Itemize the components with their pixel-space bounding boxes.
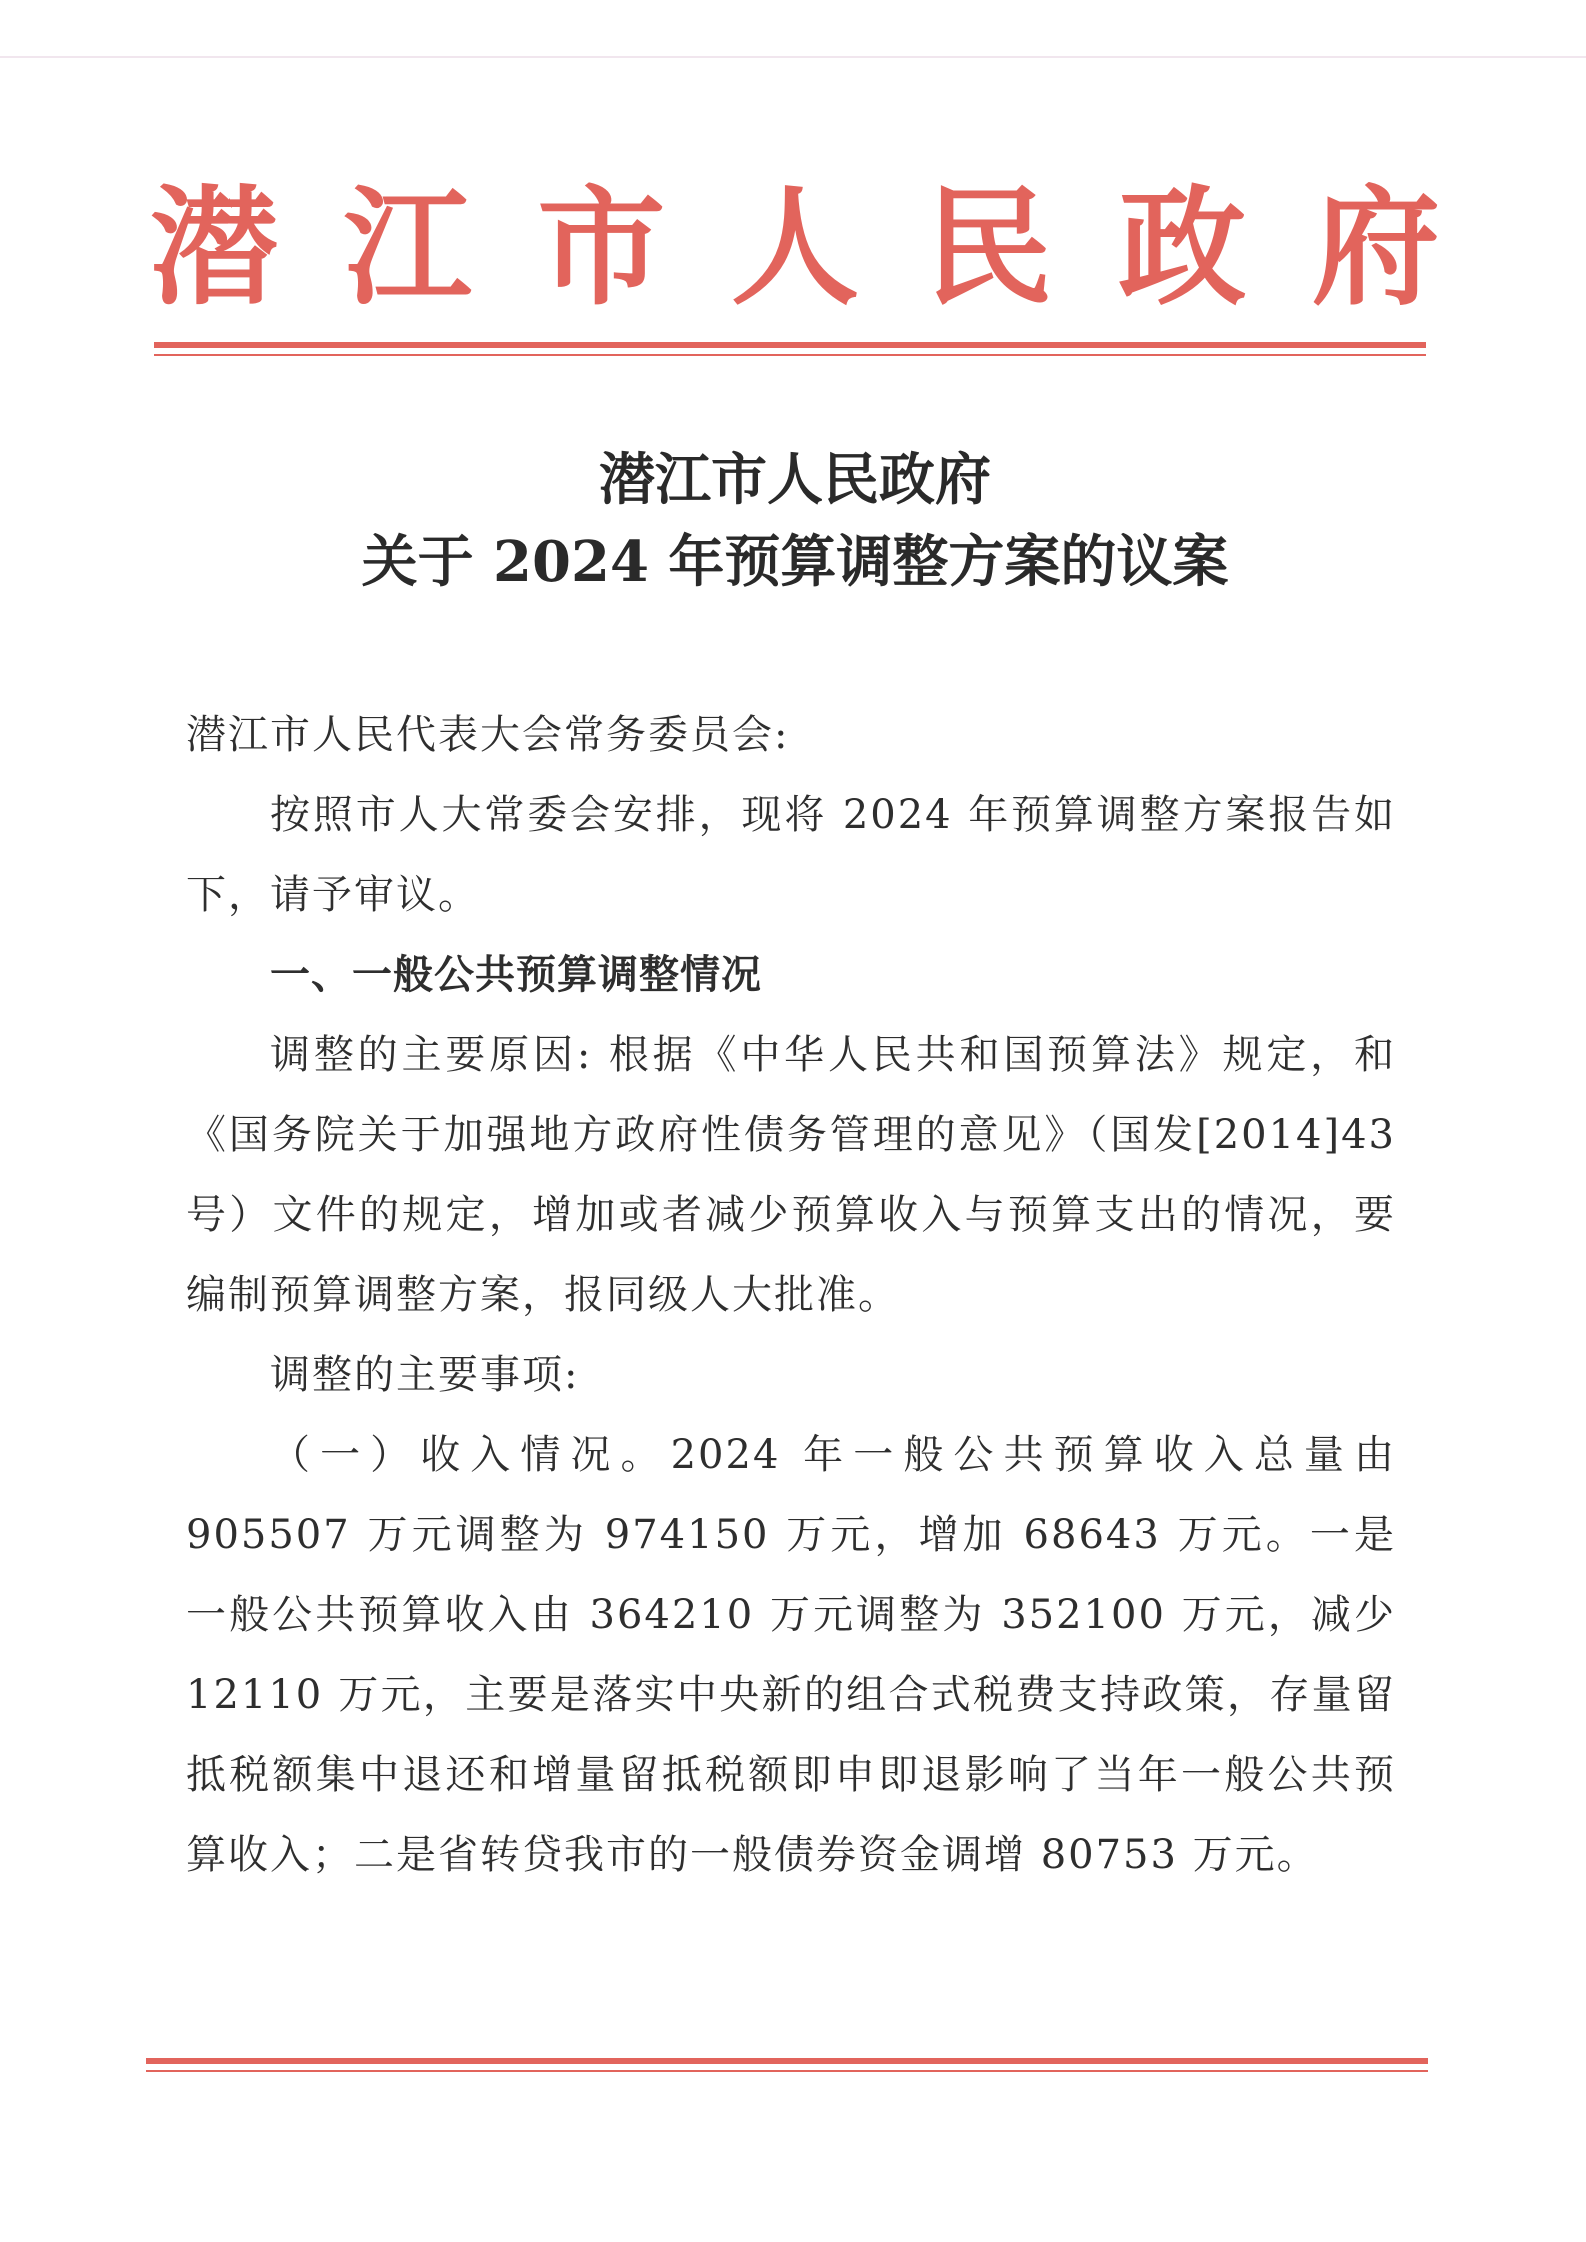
masthead-char: 潜 [150,173,279,323]
page-top-edge [0,56,1586,58]
masthead-char: 政 [1118,173,1247,323]
document-title-line2: 关于 2024 年预算调整方案的议案 [361,529,1229,595]
masthead-char: 府 [1311,173,1440,323]
paragraph: 调整的主要原因: 根据《中华人民共和国预算法》规定，和《国务院关于加强地方政府性债务管理的意见》（国发[2014]43号）文件的规定，增加或者减少预算收入与预算支出的情况，要编制预算调整方案，报同级人大批准。 [186,1032,1396,1318]
header-divider-thin [154,354,1426,356]
masthead-char: 市 [537,173,666,323]
paragraph: 按照市人大常委会安排，现将 2024 年预算调整方案报告如下，请予审议。 [186,792,1396,918]
header-divider-thick [154,342,1426,348]
section-heading: 一、一般公共预算调整情况 [270,952,762,998]
masthead-char: 江 [343,173,472,323]
paragraph: 调整的主要事项: [270,1352,580,1398]
paragraph: （一）收入情况。2024 年一般公共预算收入总量由 905507 万元调整为 974150 万元，增加 68643 万元。一是一般公共预算收入由 364210 万元调整为 352100 万元，减少 12110 万元，主要是落实中央新的组合式税费支持政策，存量留抵税额集中退还和增量留抵税额即申即退影响了当年一般公共预算收入；二是省转贷我市的一般债券资金调增 80753 万元。 [186,1432,1396,1878]
masthead-char: 民 [924,173,1053,323]
masthead [150,168,1440,328]
footer-divider-thick [146,2058,1428,2064]
document-body [186,695,1396,1895]
footer-divider-thin [146,2070,1428,2072]
document-title-line1: 潜江市人民政府 [599,447,991,513]
salutation: 潜江市人民代表大会常务委员会: [186,712,790,758]
masthead-char: 人 [730,173,859,323]
